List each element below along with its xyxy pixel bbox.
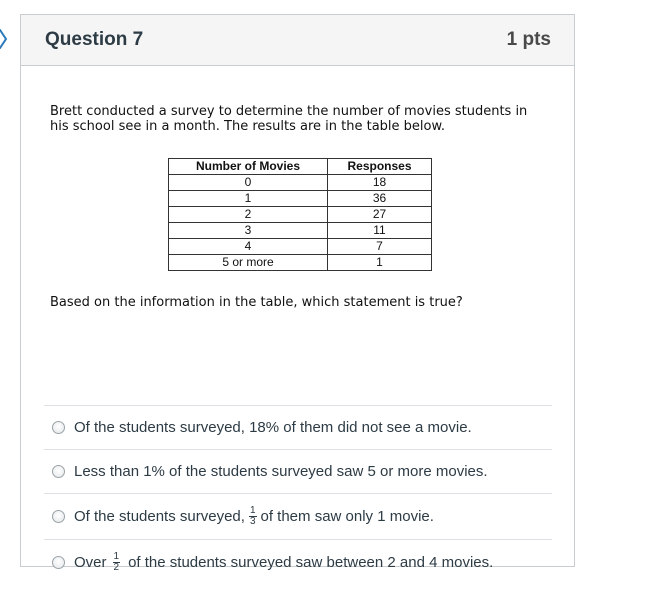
table-row — [169, 255, 432, 271]
table-cell: 1 — [169, 191, 328, 207]
table-cell: 18 — [328, 175, 432, 191]
table-cell: 5 or more — [169, 255, 328, 271]
question-body — [21, 104, 574, 573]
survey-table — [168, 158, 432, 271]
table-cell: 1 — [328, 255, 432, 271]
table-cell: 3 — [169, 223, 328, 239]
answer-text: Less than 1% of the students surveyed saw 5 or more movies. — [74, 463, 488, 480]
fraction-denominator: 3 — [249, 516, 256, 527]
table-header-row — [169, 159, 432, 175]
table-header-movies: Number of Movies — [169, 159, 328, 175]
table-cell: 36 — [328, 191, 432, 207]
table-row — [169, 239, 432, 255]
table-row — [169, 207, 432, 223]
radio-button[interactable] — [52, 556, 65, 569]
table-cell: 4 — [169, 239, 328, 255]
table-cell: 7 — [328, 239, 432, 255]
fraction-denominator: 2 — [113, 562, 120, 573]
table-row — [169, 223, 432, 239]
answer-text-pre: Of the students surveyed, — [74, 508, 245, 525]
radio-button[interactable] — [52, 510, 65, 523]
question-title: Question 7 — [45, 29, 144, 50]
answer-option-2[interactable] — [44, 449, 552, 493]
question-stem: Based on the information in the table, which statement is true? — [50, 295, 463, 310]
answer-option-3[interactable] — [44, 493, 552, 539]
fraction — [113, 552, 121, 573]
question-points: 1 pts — [506, 29, 551, 50]
answer-text: Of the students surveyed, 18% of them did not see a movie. — [74, 419, 472, 436]
answer-list — [44, 405, 552, 585]
answer-text-post: of them saw only 1 movie. — [260, 508, 434, 525]
table-cell: 11 — [328, 223, 432, 239]
answer-text-pre: Over — [74, 554, 107, 571]
table-cell: 0 — [169, 175, 328, 191]
answer-option-4[interactable] — [44, 539, 552, 585]
table-header-responses: Responses — [328, 159, 432, 175]
question-card — [20, 14, 575, 573]
question-header — [21, 15, 574, 66]
fraction-numerator: 1 — [113, 551, 120, 562]
answer-text-post: of the students surveyed saw between 2 and 4 movies. — [128, 554, 494, 571]
radio-button[interactable] — [52, 421, 65, 434]
table-row — [169, 175, 432, 191]
answer-option-1[interactable] — [44, 405, 552, 449]
table-cell: 27 — [328, 207, 432, 223]
question-flag-icon[interactable] — [0, 29, 8, 49]
table-cell: 2 — [169, 207, 328, 223]
fraction-numerator: 1 — [249, 505, 256, 516]
question-prompt: Brett conducted a survey to determine the number of movies students in his school see in a month. The results are in the table below. — [50, 104, 528, 134]
fraction — [249, 506, 257, 527]
table-row — [169, 191, 432, 207]
radio-button[interactable] — [52, 465, 65, 478]
